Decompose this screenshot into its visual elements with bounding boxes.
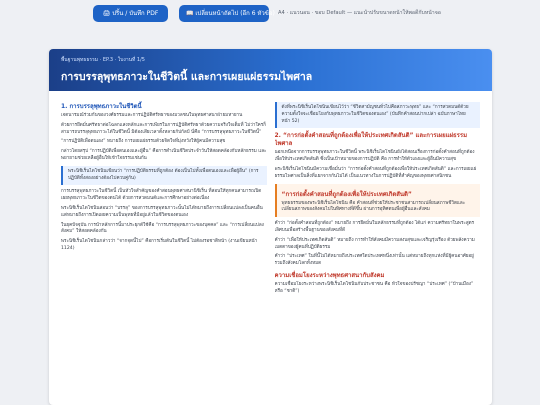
paragraph: กล่าวโดยสรุป “การปฏิบัติเพื่อตนเองและผู้อื่น” คือการดำเนินชีวิตประจำวันให้สอดคล้องกับหลักธรรม และพยายามช่วยเหลือผู้อื่นให้เข้าใจธรรมเช่นกัน [61, 149, 267, 161]
page-title: การบรรลุพุทธภาวะในชีวิตนี้ และการเผยแผ่ธรรมไพศาล [61, 71, 313, 83]
callout-text: พุทธธรรมของพระนิชิเร็นไดโชนิน คือ คำสอนที่ช่วยให้ประชาชนสามารถเปลี่ยนสภาพชีวิตและเปลี่ยนสภาพของสังคมไปในทิศทางที่ดีขึ้น ผ่านการอุทิศตนเพื่อผู้อื่นและสังคม [281, 200, 466, 213]
callout-text: ดังที่พระนิชิเร็นไดโชนินเขียนไว้ว่า “ชีวิตสามัญชนทั่วไปคือสภาวะพุทธ” และ “การสวดมนต์ด้วยความตั้งใจจะเชื่อมโยงกับพุทธภาวะในชีวิตของตนเอง” (บันทึกคำสอนปากเปล่า ฉบับภาษาไทย หน้า 52) [281, 105, 469, 124]
paragraph: นอกเหนือจากการบรรลุพุทธภาวะในชีวิตนี้ พระนิชิเร็นไดโชนินยังได้สอนเรื่องการก่อตั้งคำสอนที่ถูกต้องเพื่อให้ประเทศเกิดสันติ ซึ่งเป็นเป้าหมายของการปฏิบัติ คือ การทำให้ตัวเองและผู้อื่นมีความสุข [274, 150, 475, 163]
print-pdf-button[interactable]: 🖨 ปริ้น / บันทึก PDF [93, 5, 168, 22]
subsection-heading: ความเชื่อมโยงระหว่างพุทธศาสนากับสังคม [274, 271, 385, 279]
paragraph: คำว่า “เพื่อให้ประเทศเกิดสันติ” หมายถึง การทำให้สังคมมีความสงบสุขและเจริญรุ่งเรือง ด้วยพลังความเมตตาของผู้คนที่ปฏิบัติธรรม [274, 237, 475, 250]
paragraph: พระนิชิเร็นไดโชนินมีความเชื่อมั่นว่า “การก่อตั้งคำสอนที่ถูกต้องเพื่อให้ประเทศเกิดสันติ” และการเผยแผ่ธรรมไพศาลเป็นสิ่งที่แยกจากกันไม่ได้ เป็นแนวทางในการปฏิบัติที่สำคัญของพุทธศาสนิกชน [274, 166, 477, 179]
section-heading-2: 2. “การก่อตั้งคำสอนที่ถูกต้องเพื่อให้ประเทศเกิดสันติ” และการเผยแผ่ธรรมไพศาล [274, 132, 468, 148]
paragraph: เจตนารมณ์ร่วมกันของวงศ์ธรรมและการปฏิบัติศรัทธาของมวลชนในพุทธศาสนาฝ่ายมหายาน [61, 113, 243, 118]
right-column [275, 99, 481, 405]
top-toolbar [0, 0, 540, 28]
section-heading-1: 1. การบรรลุพุทธภาวะในชีวิตนี้ [61, 103, 142, 110]
paragraph: คำว่า “ก่อตั้งคำสอนที่ถูกต้อง” หมายถึง การยึดมั่นในหลักธรรมที่ถูกต้อง ได้แก่ ความศรัทธาในพระสูตรเลิศบนเพื่อสร้างพื้นฐานของสังคมที่ดี [274, 221, 475, 233]
toolbar-status-text: A4 · แนวนอน · ขอบ Default — แนะนำปรับขนาดหน้าให้พอดีกับหน้าจอ [278, 10, 441, 16]
paragraph: “การปฏิบัติเพื่อตนเอง” หมายถึง การเผยแผ่ธรรมด้วยจิตใจที่มุ่งหวังให้ผู้คนมีความสุข [61, 139, 226, 145]
page-banner [49, 49, 492, 91]
paragraph: พระนิชิเร็นไดโชนินกล่าวว่า “จากจุดนี้ไป” คือการเริ่มต้นในชีวิตนี้ ไม่ต้องรอชาติหน้า (งานเขียนหน้า 1124) [61, 239, 258, 251]
quote-callout [275, 102, 481, 128]
left-column [61, 99, 267, 405]
subsection-callout [275, 184, 481, 218]
quote-callout [61, 166, 267, 186]
paragraph: พระนิชิเร็นไดโชนินสอนว่า “บรรลุ” ของการบรรลุพุทธภาวะนั้นไม่ได้หมายถึงการเปลี่ยนแปลงเป็นคนอื่น แต่หมายถึงการเปิดเผยความเป็นพุทธที่มีอยู่แล้วในชีวิตของตนเอง [61, 205, 263, 218]
callout-text: พระนิชิเร็นไดโชนินเขียนว่า “การปฏิบัติธรรมที่ถูกต้อง ต้องเป็นไปทั้งเพื่อตนเองและเพื่อผู้อื่น” (การปฏิบัติทั้งสองอย่างต้องไปควบคู่กัน) [68, 168, 259, 181]
paragraph: ในยุคปัจจุบัน การนำหลักการนี้มาประยุกต์ใช้คือ “การบรรลุพุทธภาวะของบุคคล” และ “การเปลี่ยนแปลงสังคม” ให้สอดคล้องกัน [61, 222, 264, 235]
next-page-button[interactable]: 📖 เปลี่ยนหน้าถัดไป (อีก 6 หัวข้อ) → [179, 5, 269, 22]
page-kicker: พื้นฐานพุทธธรรม · EP.3 · ใบงานที่ 1/5 [61, 57, 145, 63]
paragraph: การบรรลุพุทธภาวะในชีวิตนี้ เป็นหัวใจสำคัญของคำสอนพุทธศาสนานิชิเร็น ที่สอนให้ทุกคนสามารถเปิดเผยพุทธภาวะในชีวิตของตนได้ ด้วยการสวดมนต์และการศึกษาอย่างต่อเนื่อง [61, 189, 262, 202]
paragraph: ด้วยการยึดมั่นศรัทธาต่อโฉลกแสงหลักและการเพียรในการปฏิบัติศรัทธาด้วยความจริงใจเต็มที่ ไม่ว่าใครก็สามารถบรรลุพุทธภาวะได้ในชีวิตนี้ มิต้องเสียเวลาตั้งหลายกัปกัลป์ นี่คือ “การบรรลุพุทธภาวะในชีวิตนี้” [61, 122, 267, 135]
worksheet-page [49, 49, 492, 405]
paragraph: คำว่า “ประเทศ” ในที่นี้ไม่ได้หมายถึงประเทศใดประเทศหนึ่งเท่านั้น แต่หมายถึงทุกแห่งที่มีผู้คนอาศัยอยู่ รวมถึงสังคมโลกทั้งหมด [274, 254, 474, 267]
subsection-heading: “การก่อตั้งคำสอนที่ถูกต้องเพื่อให้ประเทศเกิดสันติ” [281, 190, 412, 198]
paragraph: ความเชื่อมโยงระหว่างพระนิชิเร็นไดโชนินกับประชาชน คือ หัวใจของปรัชญา “ประเทศ” (“บ้านเมือง” หรือ “ชาติ”) [274, 281, 474, 294]
